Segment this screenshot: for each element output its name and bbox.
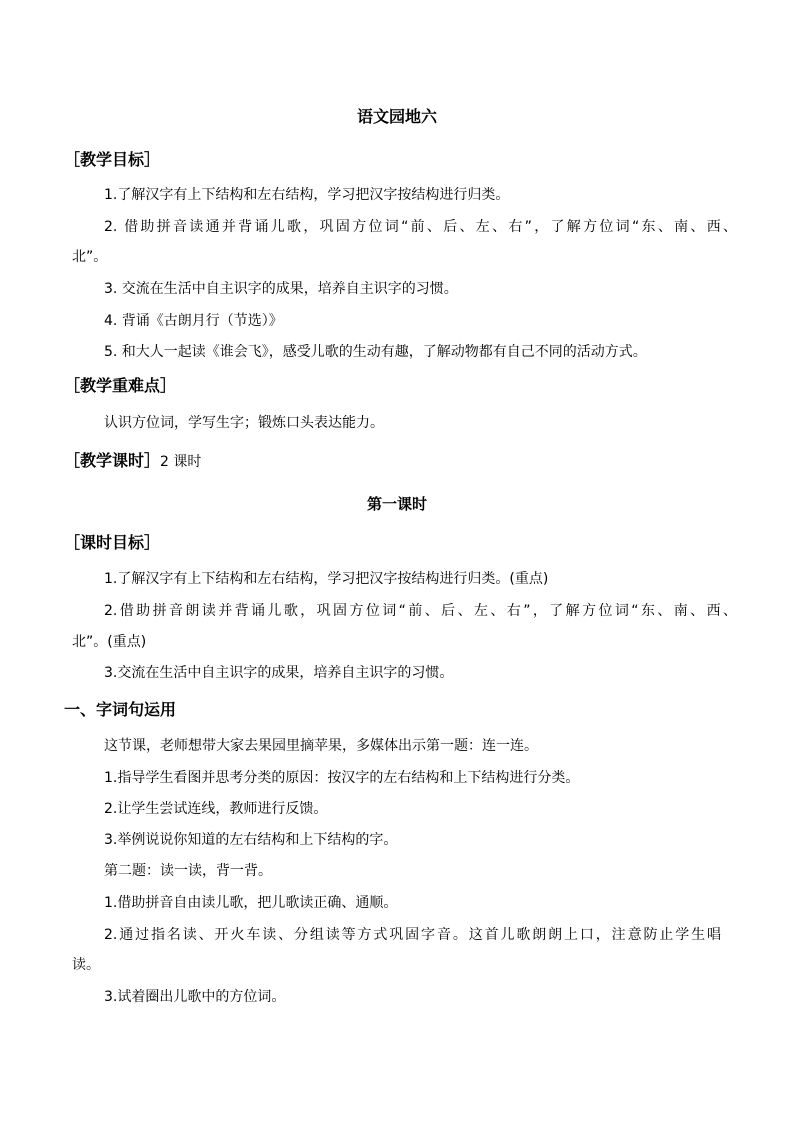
- lesson-goals-heading: ［课时目标］: [64, 533, 161, 552]
- key-points-heading: ［教学重难点］: [64, 376, 177, 395]
- activity-step-2: 2.让学生尝试连线，教师进行反馈。: [104, 801, 328, 817]
- activity-step-3: 3.举例说说你知道的左右结构和上下结构的字。: [104, 832, 398, 848]
- lesson-goal-3: 3.交流在生活中自主识字的成果，培养自主识字的习惯。: [104, 665, 454, 681]
- lesson-goal-2: 2.借助拼音朗读并背诵儿歌，巩固方位词“前、后、左、右”，了解方位词“东、南、西、: [104, 603, 737, 619]
- goal-item-3: 3. 交流在生活中自主识字的成果，培养自主识字的习惯。: [104, 281, 458, 297]
- class-hours-value: 2 课时: [160, 454, 202, 470]
- key-points-text: 认识方位词，学写生字；锻炼口头表达能力。: [104, 415, 384, 431]
- goal-item-2: 2. 借助拼音读通并背诵儿歌，巩固方位词“前、后、左、右”，了解方位词“东、南、西、: [104, 219, 737, 235]
- lesson-one-title: 第一课时: [366, 495, 427, 513]
- second-step-2: 2.通过指名读、开火车读、分组读等方式巩固字音。这首儿歌朗朗上口，注意防止学生唱: [104, 927, 721, 943]
- second-step-1: 1.借助拼音自由读儿歌，把儿歌读正确、通顺。: [104, 895, 398, 911]
- goal-item-1: 1.了解汉字有上下结构和左右结构，学习把汉字按结构进行归类。: [104, 187, 510, 203]
- teaching-goals-heading: ［教学目标］: [64, 150, 161, 169]
- goal-item-2-cont: 北”。: [72, 249, 108, 265]
- class-hours-label: ［教学课时］: [64, 451, 161, 470]
- class-hours-heading: [64, 451, 201, 472]
- second-step-3: 3.试着圈出儿歌中的方位词。: [104, 989, 286, 1005]
- second-question: 第二题：读一读，背一背。: [104, 863, 272, 879]
- activity-step-1: 1.指导学生看图并思考分类的原因：按汉字的左右结构和上下结构进行分类。: [104, 770, 580, 786]
- word-usage-heading: 一、字词句运用: [64, 700, 177, 719]
- lesson-goal-2-cont: 北”。(重点): [72, 634, 147, 650]
- goal-item-5: 5. 和大人一起读《谁会飞》，感受儿歌的生动有趣，了解动物都有自己不同的活动方式。: [104, 344, 647, 360]
- lesson-goal-1: 1.了解汉字有上下结构和左右结构，学习把汉字按结构进行归类。(重点): [104, 571, 549, 587]
- second-step-2-cont: 读。: [72, 957, 100, 973]
- page-title: 语文园地六: [356, 107, 437, 126]
- activity-intro: 这节课，老师想带大家去果园里摘苹果，多媒体出示第一题：连一连。: [104, 738, 538, 754]
- goal-item-4: 4. 背诵《古朗月行（节选）》: [104, 313, 283, 329]
